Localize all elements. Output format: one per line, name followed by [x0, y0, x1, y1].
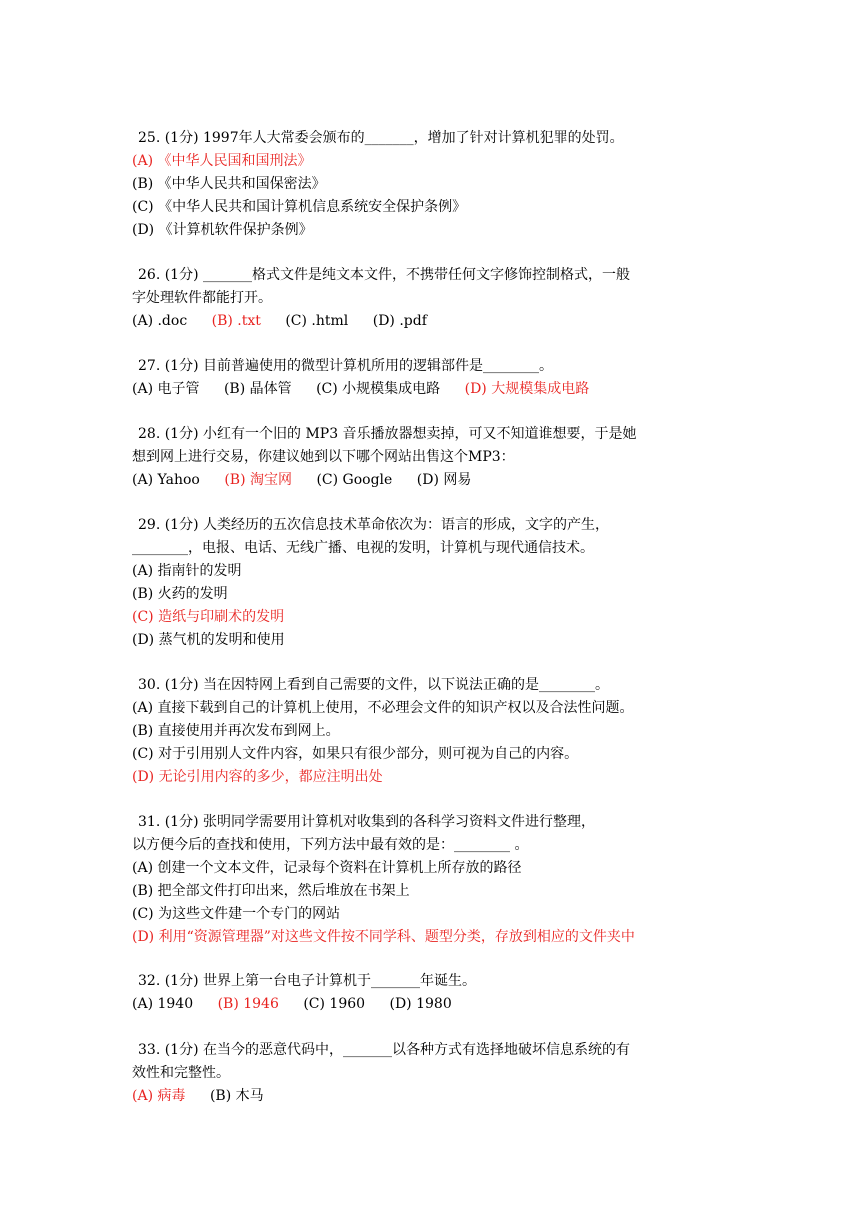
question-stem: 27. (1分) 目前普遍使用的微型计算机所用的逻辑部件是________。 — [138, 358, 553, 374]
option-b: (B) 1946 — [217, 996, 279, 1012]
option-c: (C) Google — [316, 472, 393, 488]
option-d: (D) 《计算机软件保护条例》 — [132, 222, 313, 238]
question-stem-continued: 效性和完整性。 — [132, 1065, 230, 1081]
option-b: (B) 《中华人民共和国保密法》 — [132, 176, 326, 192]
question-28 — [132, 423, 732, 492]
option-c: (C) 《中华人民共和国计算机信息系统安全保护条例》 — [132, 199, 467, 215]
option-d: (D) 网易 — [416, 472, 472, 488]
question-30 — [132, 674, 732, 789]
question-31 — [132, 811, 732, 949]
option-b: (B) 直接使用并再次发布到网上。 — [132, 723, 340, 739]
options-row — [132, 310, 732, 333]
option-a: (A) 直接下载到自己的计算机上使用，不必理会文件的知识产权以及合法性问题。 — [132, 700, 634, 716]
option-d: (D) 利用“资源管理器”对这些文件按不同学科、题型分类，存放到相应的文件夹中 — [132, 929, 635, 945]
question-stem-continued: 字处理软件都能打开。 — [132, 290, 272, 306]
options-row — [132, 993, 732, 1016]
option-a: (A) 病毒 — [132, 1088, 186, 1104]
option-d: (D) .pdf — [372, 313, 427, 329]
question-stem: 25. (1分) 1997年人大常委会颁布的_______，增加了针对计算机犯罪的处罚。 — [138, 130, 624, 146]
option-d: (D) 1980 — [389, 996, 452, 1012]
question-26 — [132, 264, 732, 333]
option-b: (B) .txt — [211, 313, 261, 329]
option-d: (D) 蒸气机的发明和使用 — [132, 632, 285, 648]
option-d: (D) 无论引用内容的多少，都应注明出处 — [132, 769, 383, 785]
option-a: (A) 1940 — [132, 996, 194, 1012]
options-row — [132, 1085, 732, 1108]
option-c: (C) 1960 — [303, 996, 366, 1012]
question-stem-continued: ________，电报、电话、无线广播、电视的发明，计算机与现代通信技术。 — [132, 540, 594, 556]
option-b: (B) 火药的发明 — [132, 586, 228, 602]
question-29 — [132, 514, 732, 652]
question-33 — [132, 1039, 732, 1108]
option-a: (A) Yahoo — [132, 472, 200, 488]
option-c: (C) 小规模集成电路 — [316, 381, 441, 397]
option-a: (A) 《中华人民国和国刑法》 — [132, 153, 312, 169]
question-stem: 32. (1分) 世界上第一台电子计算机于_______年诞生。 — [138, 973, 476, 989]
option-b: (B) 晶体管 — [223, 381, 292, 397]
option-c: (C) .html — [285, 313, 349, 329]
options-row — [132, 469, 732, 492]
question-27 — [132, 355, 732, 401]
question-stem: 31. (1分) 张明同学需要用计算机对收集到的各科学习资料文件进行整理， — [138, 814, 595, 830]
question-stem: 29. (1分) 人类经历的五次信息技术革命依次为：语言的形成，文字的产生， — [138, 517, 609, 533]
question-25 — [132, 127, 732, 242]
option-a: (A) 创建一个文本文件，记录每个资料在计算机上所存放的路径 — [132, 860, 522, 876]
question-stem: 28. (1分) 小红有一个旧的 MP3 音乐播放器想卖掉，可又不知道谁想要，于是她 — [138, 426, 637, 442]
option-b: (B) 淘宝网 — [224, 472, 292, 488]
option-b: (B) 把全部文件打印出来，然后堆放在书架上 — [132, 883, 410, 899]
option-a: (A) 电子管 — [132, 381, 200, 397]
option-d: (D) 大规模集成电路 — [464, 381, 590, 397]
option-c: (C) 造纸与印刷术的发明 — [132, 609, 285, 625]
option-c: (C) 为这些文件建一个专门的网站 — [132, 906, 341, 922]
question-stem: 33. (1分) 在当今的恶意代码中，_______以各种方式有选择地破坏信息系统的有 — [138, 1042, 630, 1058]
question-stem-continued: 想到网上进行交易，你建议她到以下哪个网站出售这个MP3： — [132, 449, 515, 465]
question-32 — [132, 970, 732, 1016]
option-a: (A) .doc — [132, 313, 188, 329]
option-a: (A) 指南针的发明 — [132, 563, 242, 579]
options-row — [132, 378, 732, 401]
question-stem: 26. (1分) _______格式文件是纯文本文件，不携带任何文字修饰控制格式，一般 — [138, 267, 630, 283]
option-b: (B) 木马 — [209, 1088, 264, 1104]
question-stem: 30. (1分) 当在因特网上看到自己需要的文件，以下说法正确的是________。 — [138, 677, 609, 693]
option-c: (C) 对于引用别人文件内容，如果只有很少部分，则可视为自己的内容。 — [132, 746, 579, 762]
question-stem-continued: 以方便今后的查找和使用，下列方法中最有效的是：________ 。 — [132, 837, 529, 853]
